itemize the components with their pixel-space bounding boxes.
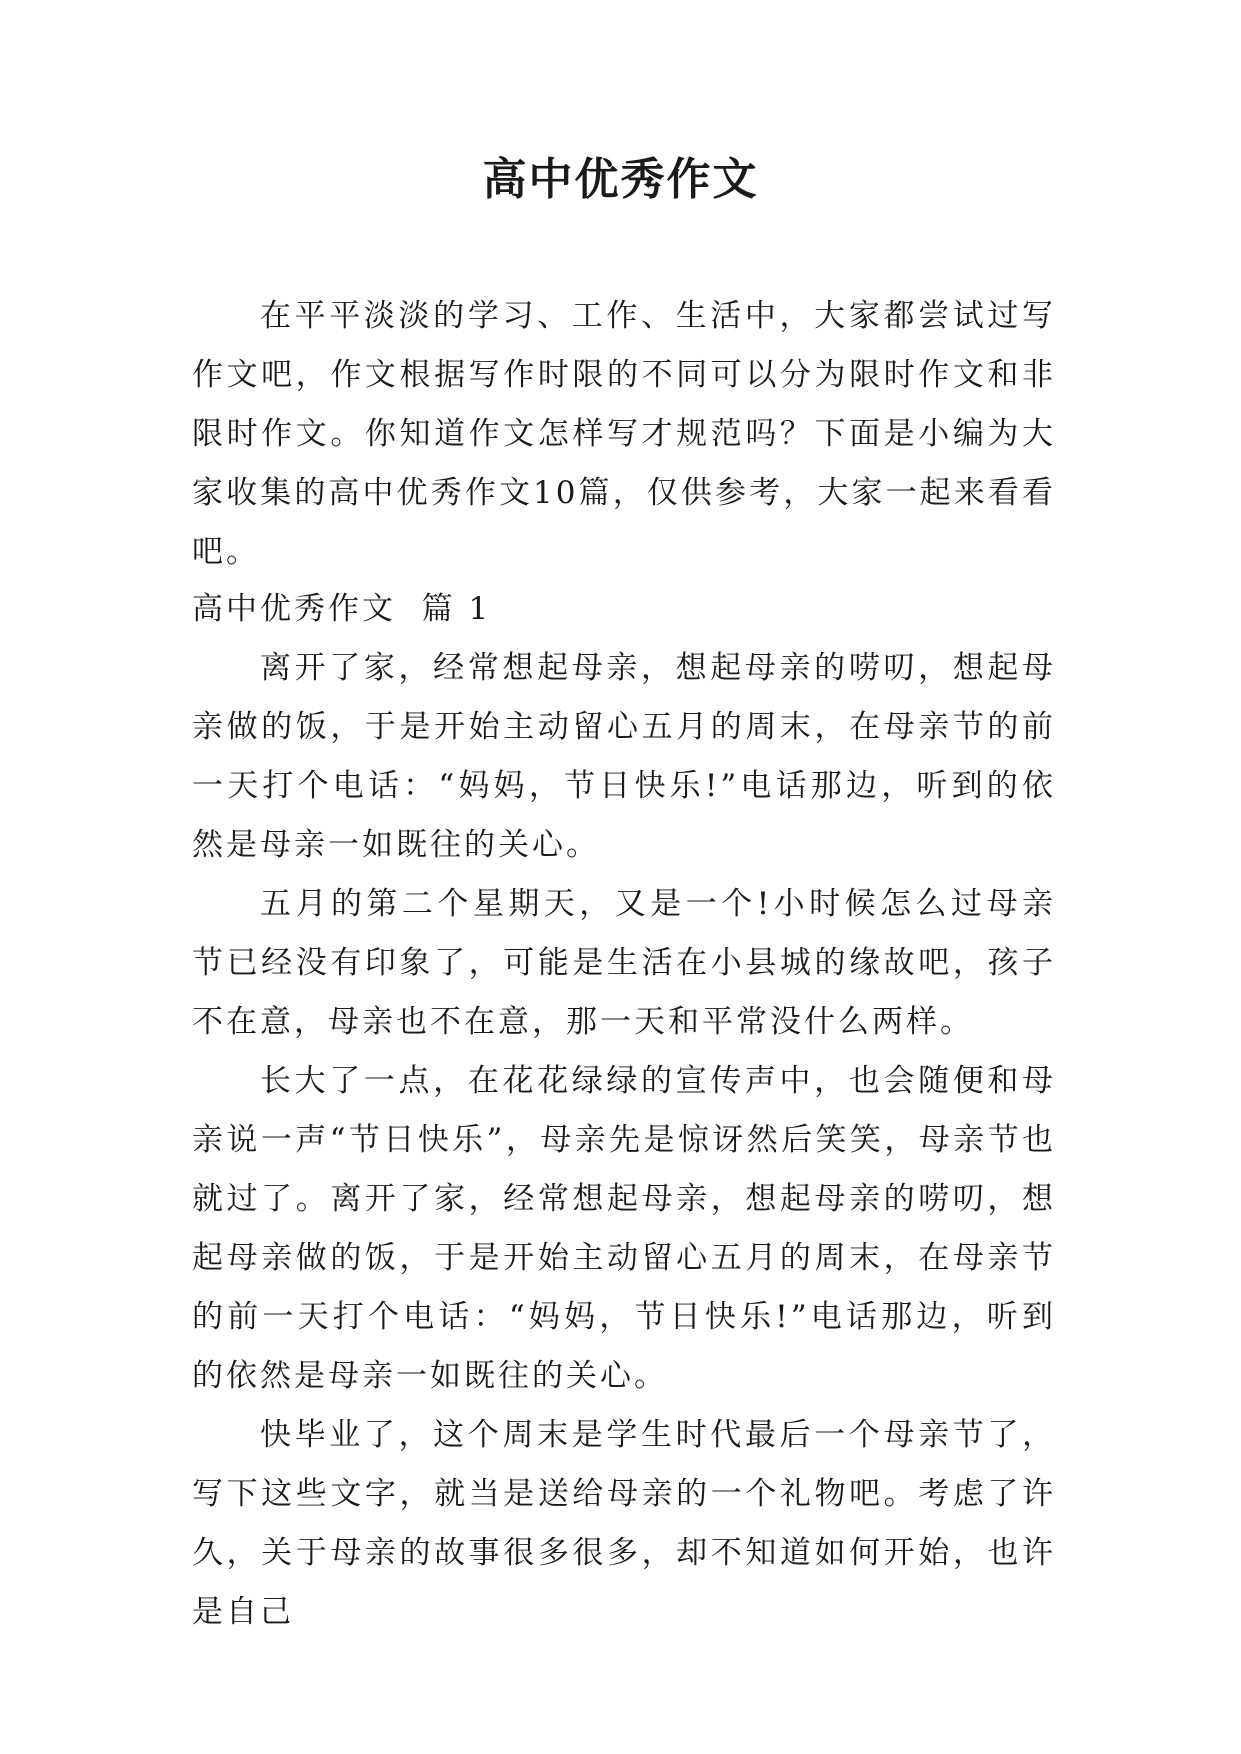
article-paragraph: 五月的第二个星期天，又是一个!小时候怎么过母亲节已经没有印象了，可能是生活在小县城的缘故吧，孩子不在意，母亲也不在意，那一天和平常没什么两样。 [192,886,1056,1040]
intro-paragraph: 在平平淡淡的学习、工作、生活中，大家都尝试过写作文吧，作文根据写作时限的不同可以分为限时作文和非限时作文。你知道作文怎样写才规范吗？下面是小编为大家收集的高中优秀作文10篇，仅供参考，大家一起来看看吧。 [192,298,1056,570]
section-heading: 高中优秀作文 篇 1 [192,591,492,627]
document-title: 高中优秀作文 [482,154,759,205]
article-paragraph: 离开了家，经常想起母亲，想起母亲的唠叨，想起母亲做的饭，于是开始主动留心五月的周末，在母亲节的前一天打个电话：“妈妈，节日快乐!”电话那边，听到的依然是母亲一如既往的关心。 [192,650,1056,863]
article-paragraph: 长大了一点，在花花绿绿的宣传声中，也会随便和母亲说一声“节日快乐”，母亲先是惊讶然后笑笑，母亲节也就过了。离开了家，经常想起母亲，想起母亲的唠叨，想起母亲做的饭，于是开始主动留心五月的周末，在母亲节的前一天打个电话：“妈妈，节日快乐!”电话那边，听到的依然是母亲一如既往的关心。 [192,1063,1056,1394]
article-body [192,639,1056,1642]
article-paragraph: 快毕业了，这个周末是学生时代最后一个母亲节了，写下这些文字，就当是送给母亲的一个礼物吧。考虑了许久，关于母亲的故事很多很多，却不知道如何开始，也许是自己 [192,1417,1056,1630]
